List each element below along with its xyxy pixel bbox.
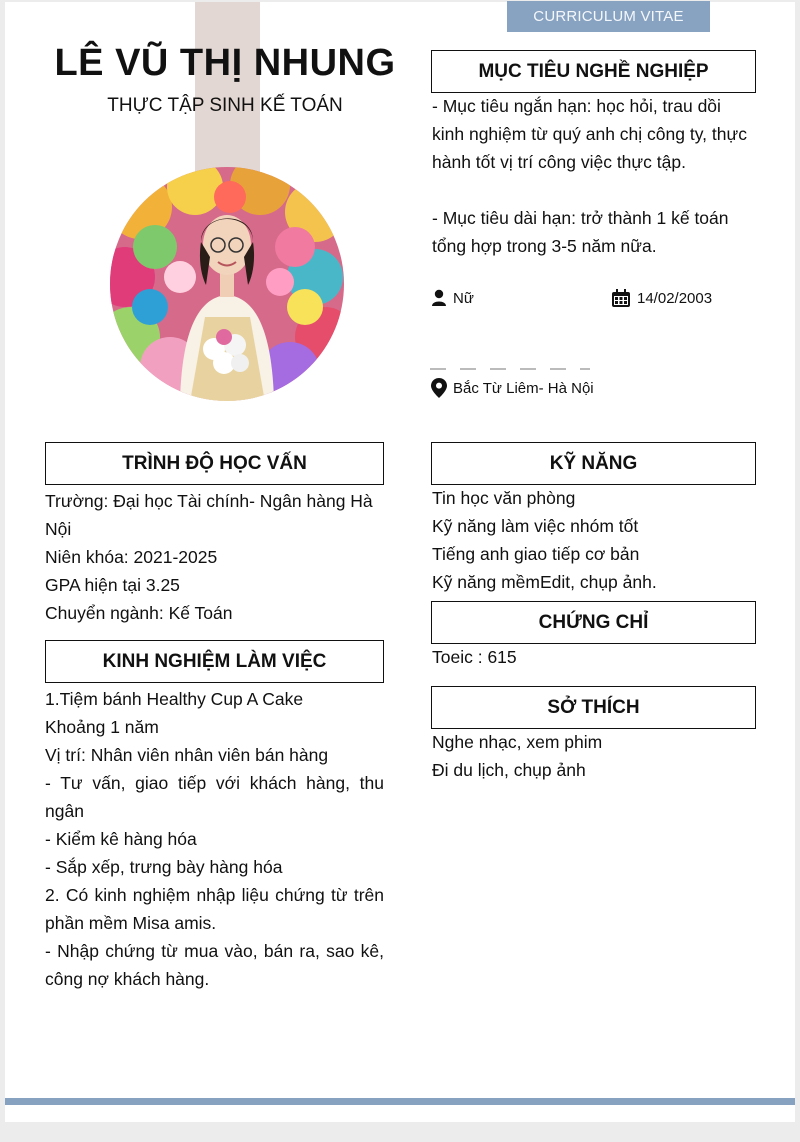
education-school: Trường: Đại học Tài chính- Ngân hàng Hà Nội	[45, 491, 373, 539]
experience-line: Vị trí: Nhân viên nhân viên bán hàng	[45, 745, 329, 765]
calendar-icon	[611, 289, 631, 308]
experience-line: 2. Có kinh nghiệm nhập liệu chứng từ trên phần mềm Misa amis.	[45, 885, 384, 933]
address-value: Bắc Từ Liêm- Hà Nội	[453, 379, 594, 397]
skill-item: Tin học văn phòng	[432, 488, 576, 508]
skill-item: Kỹ năng mềmEdit, chụp ảnh.	[432, 572, 657, 592]
hobby-item: Đi du lịch, chụp ảnh	[432, 760, 586, 780]
bottom-rule	[5, 1098, 795, 1105]
person-icon	[431, 289, 447, 307]
decorative-divider	[430, 368, 590, 370]
candidate-name: LÊ VŨ THỊ NHUNG	[54, 42, 396, 84]
location-pin-icon	[431, 378, 447, 398]
education-gpa: GPA hiện tại 3.25	[45, 575, 180, 595]
experience-line: - Kiểm kê hàng hóa	[45, 829, 197, 849]
education-major: Chuyển ngành: Kế Toán	[45, 603, 233, 623]
hobbies-heading: SỞ THÍCH	[431, 686, 756, 729]
cv-page	[5, 2, 795, 1122]
avatar-photo	[110, 167, 344, 401]
education-heading: TRÌNH ĐỘ HỌC VẤN	[45, 442, 384, 485]
skill-item: Tiếng anh giao tiếp cơ bản	[432, 544, 640, 564]
experience-text	[45, 685, 384, 993]
experience-line: 1.Tiệm bánh Healthy Cup A Cake	[45, 689, 304, 709]
experience-line: - Sắp xếp, trưng bày hàng hóa	[45, 857, 283, 877]
objective-heading: MỤC TIÊU NGHỀ NGHIỆP	[431, 50, 756, 93]
candidate-title: THỰC TẬP SINH KẾ TOÁN	[107, 95, 343, 116]
address-row	[431, 378, 594, 398]
gender-value: Nữ	[453, 289, 474, 307]
experience-line: Khoảng 1 năm	[45, 717, 159, 737]
experience-line: - Nhập chứng từ mua vào, bán ra, sao kê, công nợ khách hàng.	[45, 941, 384, 989]
certificates-text	[432, 643, 757, 671]
skills-heading: KỸ NĂNG	[431, 442, 756, 485]
education-years: Niên khóa: 2021-2025	[45, 547, 218, 567]
cv-banner: CURRICULUM VITAE	[507, 1, 710, 32]
gender-row	[431, 289, 474, 307]
dob-row	[611, 289, 712, 308]
decorative-strip	[195, 2, 260, 177]
objective-text	[432, 92, 757, 260]
certificate-item: Toeic : 615	[432, 647, 517, 667]
experience-line: - Tư vấn, giao tiếp với khách hàng, thu ngân	[45, 773, 384, 821]
objective-long-term: - Mục tiêu dài hạn: trở thành 1 kế toán tổng hợp trong 3-5 năm nữa.	[432, 208, 729, 256]
education-text	[45, 487, 385, 627]
objective-short-term: - Mục tiêu ngắn hạn: học hỏi, trau dồi kinh nghiệm từ quý anh chị công ty, thực hành tốt vị trí công việc thực tập.	[432, 96, 747, 172]
skill-item: Kỹ năng làm việc nhóm tốt	[432, 516, 639, 536]
skills-text	[432, 484, 757, 596]
dob-value: 14/02/2003	[637, 290, 713, 307]
hobbies-text	[432, 728, 757, 784]
certificates-heading: CHỨNG CHỈ	[431, 601, 756, 644]
experience-heading: KINH NGHIỆM LÀM VIỆC	[45, 640, 384, 683]
hobby-item: Nghe nhạc, xem phim	[432, 732, 603, 752]
